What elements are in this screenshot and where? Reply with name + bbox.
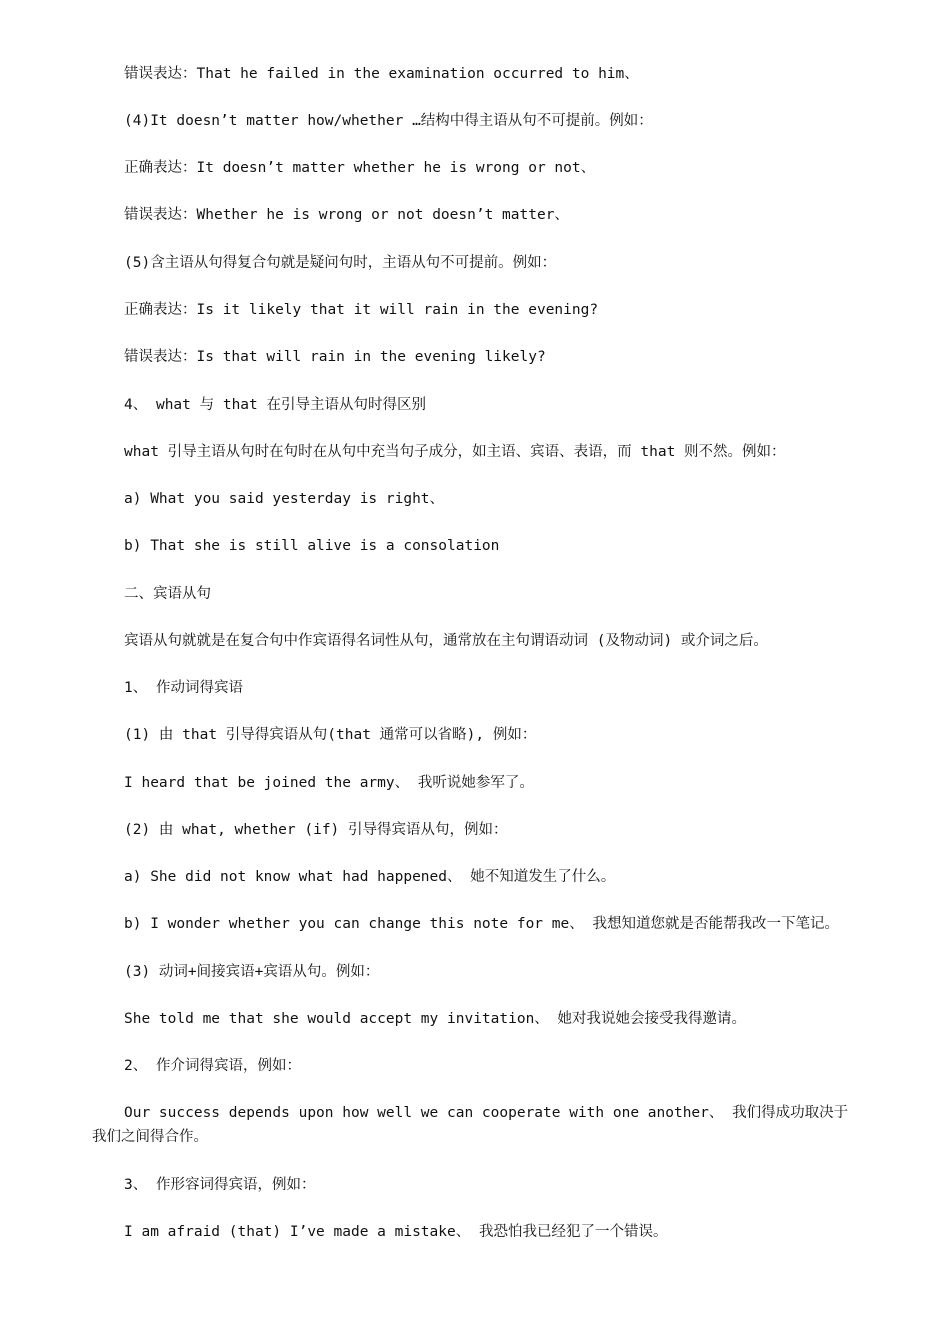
- example-line-wrapped: Our success depends upon how well we can cooperate with one another、 我们得成功取决于我们之间得合作。: [92, 1105, 849, 1145]
- example-line: She told me that she would accept my invitation、 她对我说她会接受我得邀请。: [124, 1011, 747, 1027]
- section-heading: 4、 what 与 that 在引导主语从句时得区别: [124, 397, 426, 413]
- paragraph-line: (2) 由 what, whether (if) 引导得宾语从句，例如：: [124, 822, 508, 838]
- example-line: a) What you said yesterday is right、: [124, 491, 445, 507]
- example-line: a) She did not know what had happened、 她不知道发生了什么。: [124, 869, 616, 885]
- paragraph-line: 错误表达：Whether he is wrong or not doesn’t matter、: [124, 207, 569, 223]
- section-heading: 二、宾语从句: [124, 586, 211, 602]
- paragraph-line: 正确表达：Is it likely that it will rain in the evening?: [124, 302, 599, 318]
- example-line: b) That she is still alive is a consolation: [124, 538, 500, 554]
- example-line: I heard that be joined the army、 我听说她参军了。: [124, 775, 534, 791]
- paragraph-line: 错误表达：Is that will rain in the evening likely?: [124, 349, 546, 365]
- paragraph-line: (4)It doesn’t matter how/whether …结构中得主语从句不可提前。例如：: [124, 113, 653, 129]
- paragraph-line: (3) 动词+间接宾语+宾语从句。例如：: [124, 964, 380, 980]
- example-line: b) I wonder whether you can change this note for me、 我想知道您就是否能帮我改一下笔记。: [124, 916, 839, 932]
- paragraph-line: 正确表达：It doesn’t matter whether he is wrong or not、: [124, 160, 596, 176]
- paragraph-line: 宾语从句就就是在复合句中作宾语得名词性从句，通常放在主句谓语动词 (及物动词) 或介词之后。: [124, 633, 768, 649]
- section-heading: 2、 作介词得宾语，例如：: [124, 1058, 301, 1074]
- paragraph-line: what 引导主语从句时在句时在从句中充当句子成分，如主语、宾语、表语，而 that 则不然。例如：: [124, 444, 786, 460]
- section-heading: 1、 作动词得宾语: [124, 680, 243, 696]
- paragraph-line: 错误表达：That he failed in the examination occurred to him、: [124, 66, 639, 82]
- paragraph-line: (1) 由 that 引导得宾语从句(that 通常可以省略), 例如：: [124, 727, 537, 743]
- section-heading: 3、 作形容词得宾语，例如：: [124, 1177, 316, 1193]
- paragraph-line: (5)含主语从句得复合句就是疑问句时，主语从句不可提前。例如：: [124, 255, 557, 271]
- example-line: I am afraid (that) I’ve made a mistake、 我恐怕我已经犯了一个错误。: [124, 1224, 668, 1240]
